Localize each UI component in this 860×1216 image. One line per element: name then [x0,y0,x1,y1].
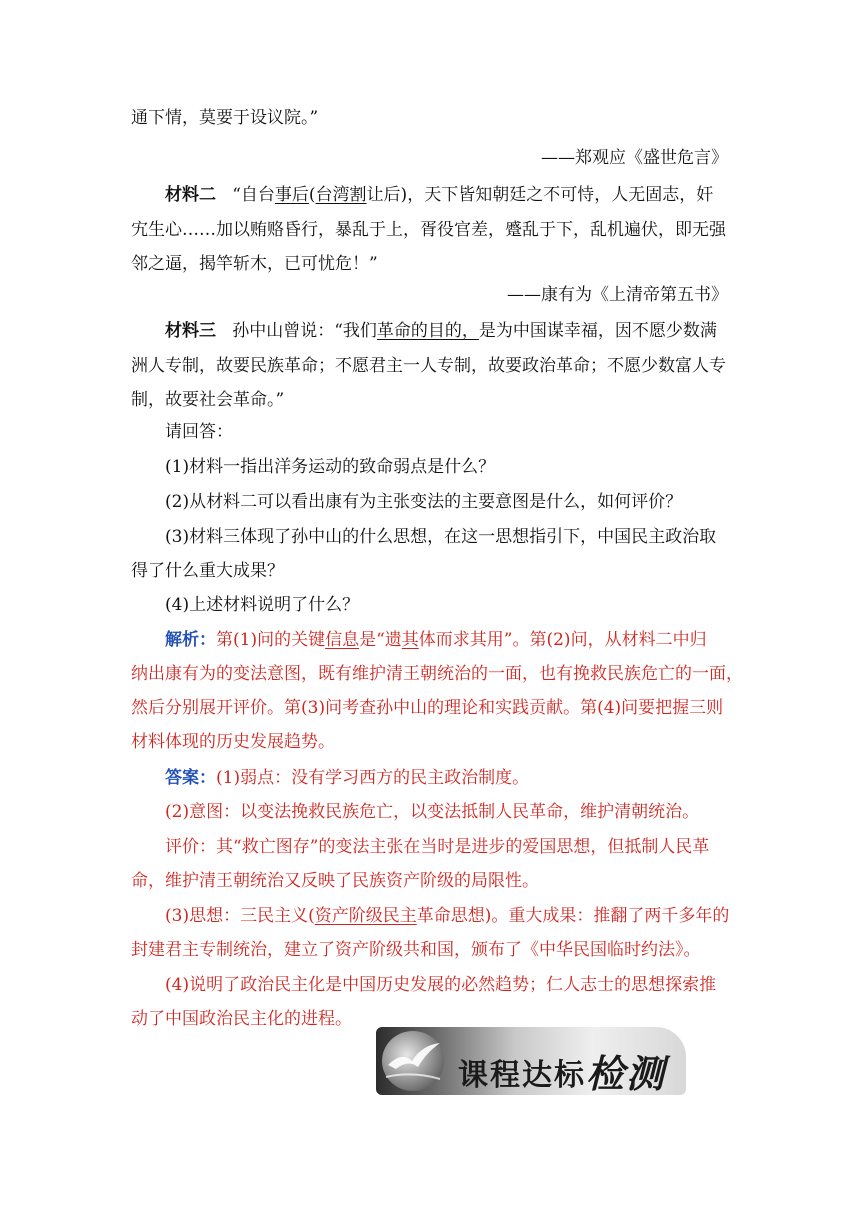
material-three-label: 材料三 [165,321,216,341]
answer-label: 答案： [165,768,216,788]
flying-bird-emblem-icon [382,1031,444,1091]
answer-3-line-1: (3)思想：三民主义(资产阶级民主革命思想)。重大成果：推翻了两千多年的 [165,906,730,926]
answer-1: 答案：(1)弱点：没有学习西方的民主政治制度。 [165,768,530,788]
line-1: 通下情，莫要于设议院。” [131,108,319,128]
question-intro: 请回答： [165,422,233,442]
analysis-line-4: 材料体现的历史发展趋势。 [131,732,335,752]
analysis-line-2: 纳出康有为的变法意图，既有维护清王朝统治的一面，也有挽救民族危亡的一面， [131,664,743,684]
material-three-line-1: 材料三 孙中山曾说：“我们革命的目的，是为中国谋幸福，因不愿少数满 [165,321,717,341]
source-zheng: ——郑观应《盛世危言》 [541,148,728,168]
analysis-label: 解析： [165,630,216,650]
material-two-label: 材料二 [165,185,216,205]
material-three-line-3: 制，故要社会革命。” [131,390,285,410]
question-1: (1)材料一指出洋务运动的致命弱点是什么？ [165,457,496,477]
answer-2: (2)意图：以变法挽救民族危亡，以变法抵制人民革命，维护清朝统治。 [165,802,700,822]
banner-title: 课程达标检测 [458,1052,667,1095]
answer-4-line-1: (4)说明了政治民主化是中国历史发展的必然趋势；仁人志士的思想探索推 [165,975,717,995]
answer-3-line-2: 封建君主专制统治，建立了资产阶级共和国，颁布了《中华民国临时约法》。 [131,940,701,960]
material-two-line-3: 邻之逼，揭竿斩木，已可忧危！” [131,254,378,274]
source-kang: ——康有为《上清帝第五书》 [507,285,728,305]
answer-2-eval-1: 评价：其“救亡图存”的变法主张在当时是进步的爱国思想，但抵制人民革 [165,837,710,857]
question-3-line-1: (3)材料三体现了孙中山的什么思想，在这一思想指引下，中国民主政治取 [165,527,717,547]
material-two-line-2: 宄生心……加以贿赂昏行，暴乱于上，胥役官差，蹙乱于下，乱机遍伏，即无强 [131,220,726,240]
section-banner [376,1027,686,1095]
material-two-line-1: 材料二 “自台事后(台湾割让后)，天下皆知朝廷之不可恃，人无固志，奸 [165,185,714,205]
analysis-line-1: 解析：第(1)问的关键信息是“遗其体而求其用”。第(2)问，从材料二中归 [165,630,707,650]
question-2: (2)从材料二可以看出康有为主张变法的主要意图是什么，如何评价？ [165,492,683,512]
answer-2-eval-2: 命，维护清王朝统治又反映了民族资产阶级的局限性。 [131,871,539,891]
question-4: (4)上述材料说明了什么？ [165,595,360,615]
question-3-line-2: 得了什么重大成果？ [131,561,284,581]
analysis-line-3: 然后分别展开评价。第(3)问考查孙中山的理论和实践贡献。第(4)问要把握三则 [131,698,724,718]
answer-4-line-2: 动了中国政治民主化的进程。 [131,1009,352,1029]
material-three-line-2: 洲人专制，故要民族革命；不愿君主一人专制，故要政治革命；不愿少数富人专 [131,356,726,376]
